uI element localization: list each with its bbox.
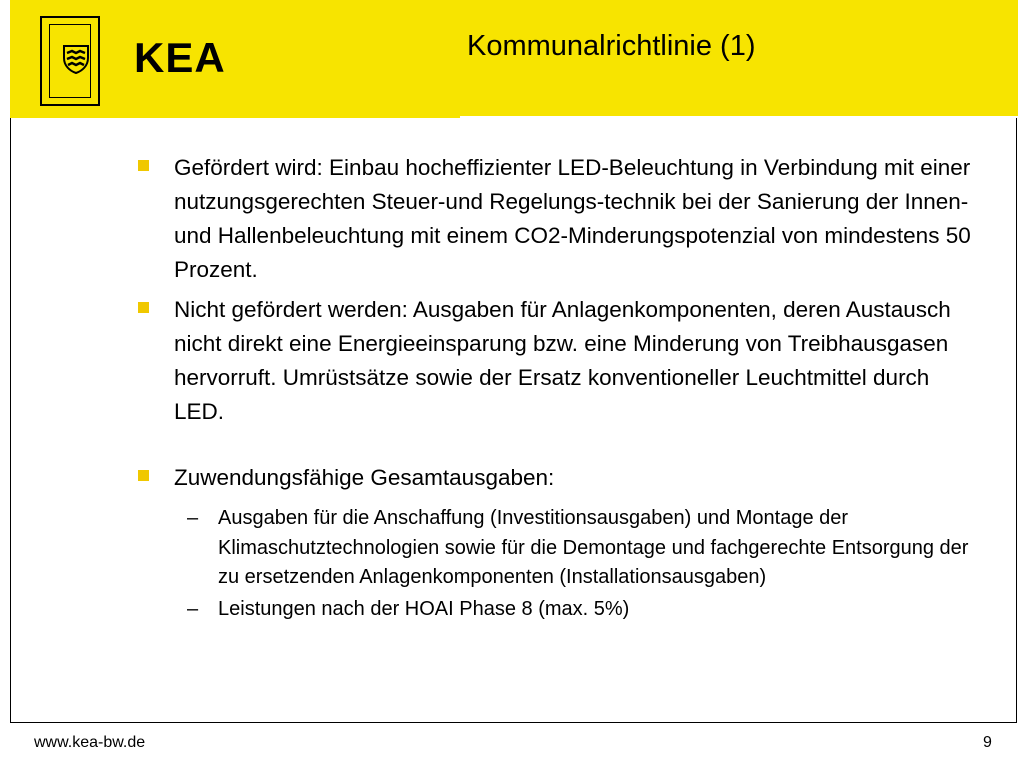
sub-item (134, 595, 974, 625)
page-number: 9 (983, 734, 992, 751)
bullet-text: Zuwendungsfähige Gesamtausgaben: (174, 465, 555, 490)
sub-item-text: Ausgaben für die Anschaffung (Investitionsausgaben) und Montage der Klimaschutztechnologien sowie für die Demontage und fachgerechte Entsorgung der zu ersetzenden Anlagenkomponenten (Installationsausgaben) (218, 507, 969, 588)
bullet-item (134, 293, 974, 429)
sub-item (134, 504, 974, 593)
bullet-square-icon (138, 470, 149, 481)
logo-text: KEA (134, 34, 226, 81)
bullet-item (134, 151, 974, 287)
bullet-text: Gefördert wird: Einbau hocheffizienter LED-Beleuchtung in Verbindung mit einer nutzungsgerechten Steuer-und Regelungs-technik bei der Sanierung der Innen- und Hallenbeleuchtung mit einem CO2-Minderungspotenzial von mindestens 50 Prozent. (174, 155, 971, 282)
dash-marker: – (187, 507, 199, 529)
bullet-text: Nicht gefördert werden: Ausgaben für Anlagenkomponenten, deren Austausch nicht direkt eine Energieeinsparung bzw. eine Minderung von Treibhausgasen hervorruft. Umrüstsätze sowie der Ersatz konventioneller Leuchtmittel durch LED. (174, 297, 951, 424)
coat-of-arms-icon (62, 44, 90, 74)
sub-item-text: Leistungen nach der HOAI Phase 8 (max. 5%) (218, 597, 630, 620)
bullet-square-icon (138, 160, 149, 171)
footer-url: www.kea-bw.de (34, 734, 146, 751)
slide-content (134, 151, 974, 624)
page-title: Kommunalrichtlinie (1) (467, 30, 756, 62)
bullet-item (134, 461, 974, 495)
dash-marker: – (187, 597, 199, 620)
bullet-square-icon (138, 302, 149, 313)
